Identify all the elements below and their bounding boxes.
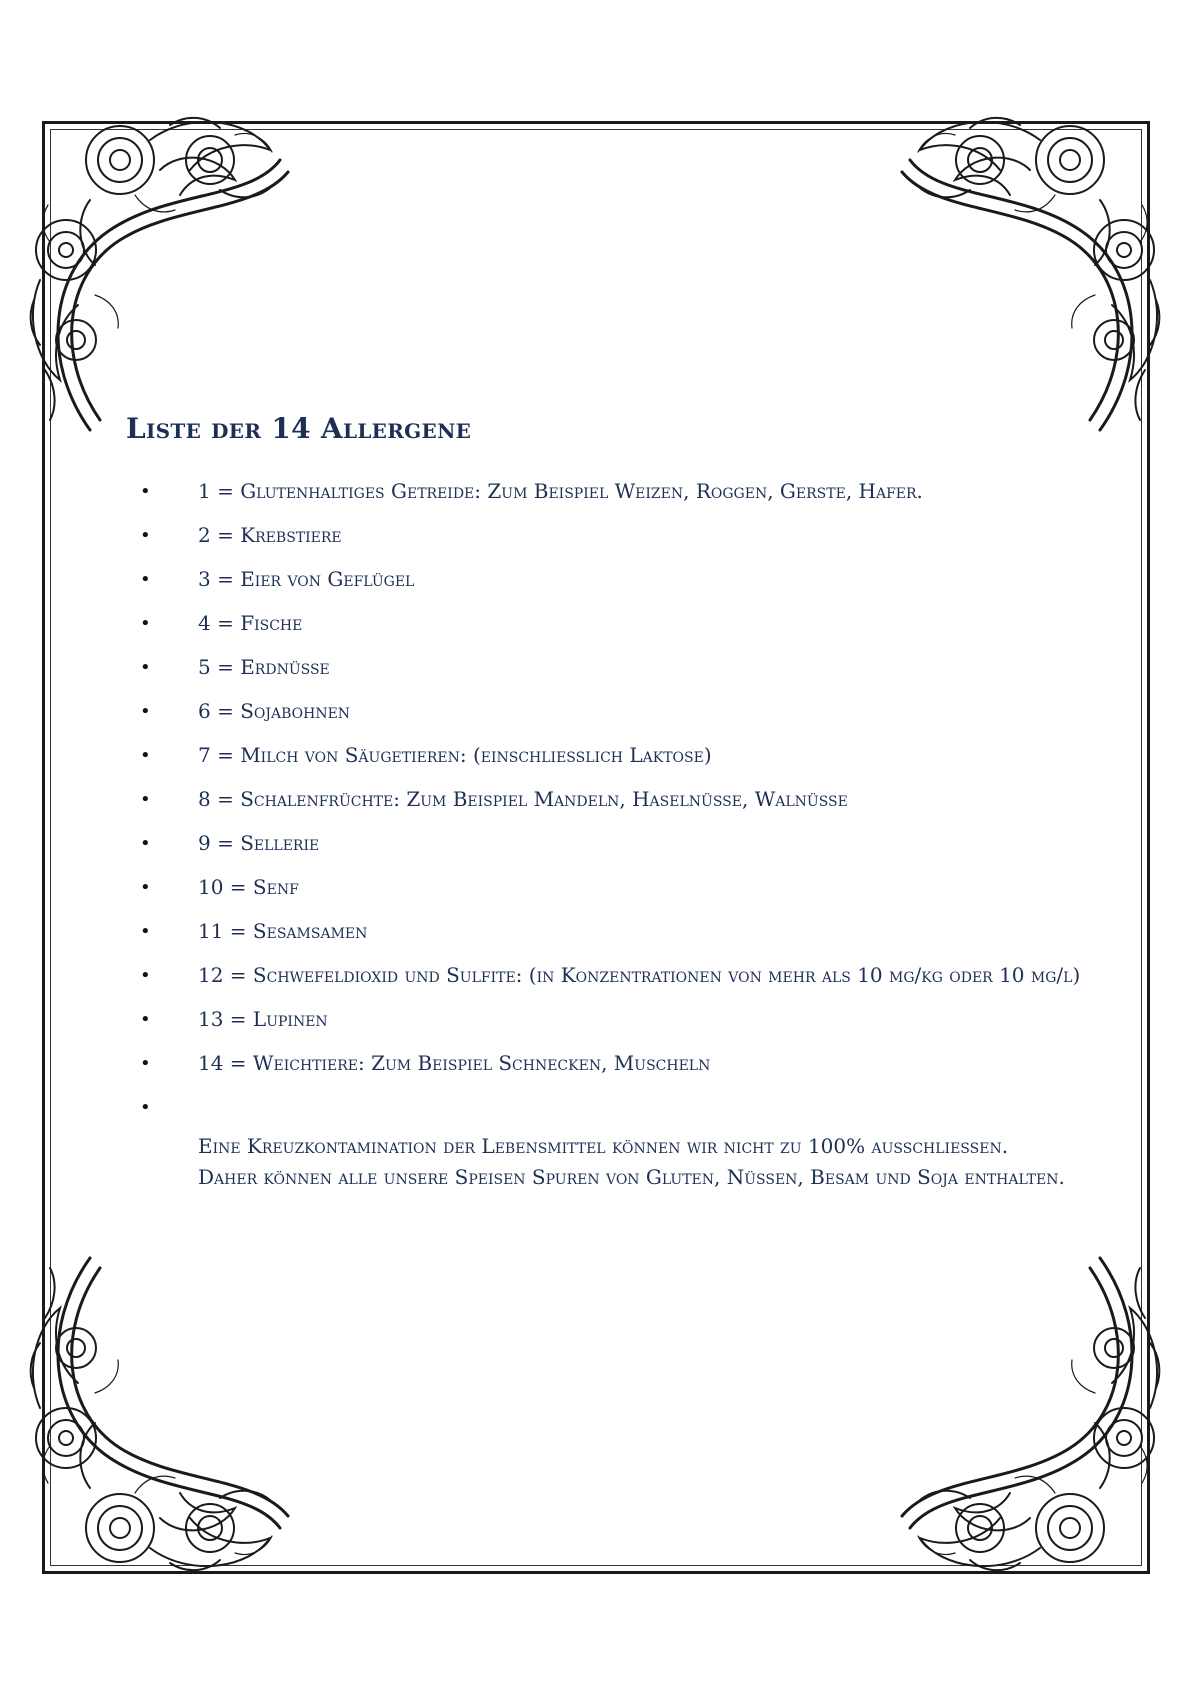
bullet-icon: • [140,656,151,678]
cross-contamination-note [198,1131,1065,1193]
list-item [140,1085,1080,1129]
list-item [140,513,1080,557]
allergen-text: 6 = Sojabohnen [198,699,351,723]
allergen-text: 5 = Erdnüsse [198,655,330,679]
allergen-text: 10 = Senf [198,875,299,899]
ornament-bottom-left [20,1228,380,1588]
bullet-icon: • [140,1008,151,1030]
allergen-text: 14 = Weichtiere: Zum Beispiel Schnecken, Muscheln [198,1051,711,1075]
list-item [140,821,1080,865]
note-line-1: Eine Kreuzkontamination der Lebensmittel können wir nicht zu 100% ausschliessen. [198,1134,1009,1158]
allergen-text: 2 = Krebstiere [198,523,342,547]
bullet-icon: • [140,612,151,634]
bullet-icon: • [140,568,151,590]
allergen-text: 12 = Schwefeldioxid und Sulfite: (in Konzentrationen von mehr als 10 mg/kg oder 10 mg/l) [198,963,1081,987]
allergen-text: 1 = Glutenhaltiges Getreide: Zum Beispiel Weizen, Roggen, Gerste, Hafer. [198,479,923,503]
bullet-icon: • [140,788,151,810]
list-item [140,557,1080,601]
bullet-icon: • [140,1052,151,1074]
list-item [140,997,1080,1041]
allergen-text: 3 = Eier von Geflügel [198,567,415,591]
note-line-2: Daher können alle unsere Speisen Spuren von Gluten, Nüssen, Besam und Soja enthalten. [198,1165,1065,1189]
list-item [140,953,1080,997]
ornament-top-left [20,100,380,460]
bullet-icon: • [140,832,151,854]
list-item [140,865,1080,909]
allergen-text: 8 = Schalenfrüchte: Zum Beispiel Mandeln, Haselnüsse, Walnüsse [198,787,848,811]
list-item [140,733,1080,777]
bullet-icon: • [140,700,151,722]
bullet-icon: • [140,524,151,546]
allergen-list [140,469,1080,1129]
list-item [140,645,1080,689]
allergen-text: 7 = Milch von Säugetieren: (einschliesslich Laktose) [198,743,712,767]
list-item [140,777,1080,821]
allergen-text: 13 = Lupinen [198,1007,328,1031]
allergen-text: 9 = Sellerie [198,831,320,855]
bullet-icon: • [140,1096,151,1118]
list-item [140,1041,1080,1085]
list-item [140,689,1080,733]
list-item [140,601,1080,645]
page-title: Liste der 14 Allergene [126,412,472,445]
list-item [140,909,1080,953]
allergen-text: 4 = Fische [198,611,303,635]
list-item [140,469,1080,513]
bullet-icon: • [140,744,151,766]
bullet-icon: • [140,920,151,942]
bullet-icon: • [140,964,151,986]
bullet-icon: • [140,480,151,502]
bullet-icon: • [140,876,151,898]
ornament-bottom-right [810,1228,1170,1588]
allergen-text: 11 = Sesamsamen [198,919,368,943]
ornament-top-right [810,100,1170,460]
